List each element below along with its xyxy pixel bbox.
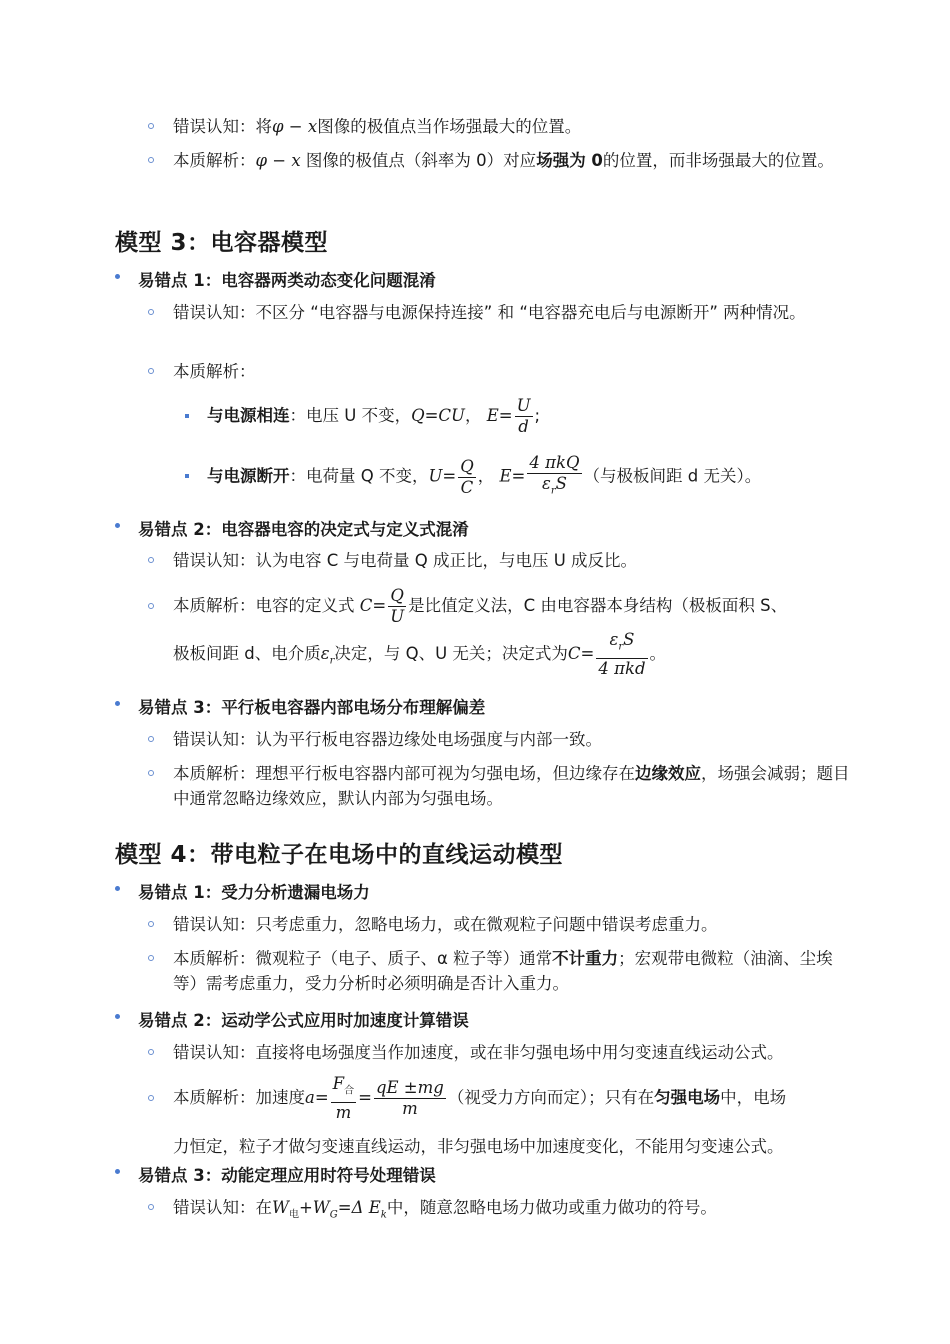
list-item: 错误认知：认为平行板电容器边缘处电场强度与内部一致。 (148, 727, 850, 752)
hollow-bullet-icon (148, 1204, 154, 1210)
list-item: 本质解析：理想平行板电容器内部可视为匀强电场，但边缘存在边缘效应，场强会减弱；题目中通常忽略边缘效应，默认内部为匀强电场。 (148, 761, 850, 811)
sub-list-item: 与电源相连：电压 U 不变，Q=CU， E= $\frac{U}{d}$ ; (185, 393, 850, 439)
list-item: 错误认知：在$W_电+W_G=\Delta$ $E_k$中，随意忽略电场力做功或重力做功的符号。 (148, 1195, 850, 1227)
list-item: 错误认知：只考虑重力，忽略电场力，或在微观粒子问题中错误考虑重力。 (148, 912, 850, 937)
section-heading: 模型 4：带电粒子在电场中的直线运动模型 (115, 842, 564, 868)
list-item: 本质解析：电容的定义式 C= $\frac{Q}{U}$ 是比值定义法，C 由电容器本身结构（极板面积 S、 极板间距 d、电介质$\varepsilon_r$决定，与 Q、U 无关；决定式为C= $\frac{\varepsilon_rS}{\text{4 πkd}}$ 。 (148, 582, 850, 685)
fraction: $\frac{\text{4 πkQ}}{\varepsilon_rS}$ (529, 453, 580, 497)
bullet-icon (115, 1169, 120, 1174)
hollow-bullet-icon (148, 123, 154, 129)
fraction: $\frac{F_合}{m}$ (332, 1074, 355, 1122)
hollow-bullet-icon (148, 557, 154, 563)
section-heading: 模型 3：电容器模型 (115, 230, 329, 256)
square-bullet-icon (185, 474, 189, 478)
bullet-icon (115, 1014, 120, 1019)
subheading-item: 易错点 2：电容器电容的决定式与定义式混淆 (115, 516, 850, 540)
fraction: $\frac{Q}{C}$ (460, 456, 474, 497)
list-item: 本质解析：微观粒子（电子、质子、α 粒子等）通常不计重力；宏观带电微粒（油滴、尘埃等）需考虑重力，受力分析时必须明确是否计入重力。 (148, 946, 850, 996)
fraction: $\frac{\varepsilon_rS}{\text{4 πkd}}$ (598, 630, 646, 678)
subheading-item: 易错点 3：动能定理应用时符号处理错误 (115, 1162, 850, 1186)
subheading-item: 易错点 1：受力分析遗漏电场力 (115, 879, 850, 903)
list-item: 错误认知：认为电容 C 与电荷量 Q 成正比，与电压 U 成反比。 (148, 548, 850, 573)
list-item: 错误认知：直接将电场强度当作加速度，或在非匀强电场中用匀变速直线运动公式。 (148, 1040, 850, 1065)
fraction: $\frac{qE \pm mg}{m}$ (375, 1078, 444, 1118)
list-item: 本质解析：φ − x 图像的极值点（斜率为 0）对应场强为 0的位置，而非场强最大的位置。 (148, 148, 850, 173)
fraction: $\frac{U}{d}$ (516, 396, 531, 436)
sub-list-item: 与电源断开：电荷量 Q 不变，U= $\frac{Q}{C}$ ， E= $\frac{\text{4 πkQ}}{\varepsilon_rS}$ （与极板间距 d 无关）。 (185, 453, 850, 499)
list-item: 错误认知：不区分 “电容器与电源保持连接” 和 “电容器充电后与电源断开” 两种情况。 (148, 300, 850, 325)
hollow-bullet-icon (148, 921, 154, 927)
hollow-bullet-icon (148, 1049, 154, 1055)
hollow-bullet-icon (148, 603, 154, 609)
list-item: 错误认知：将φ − x图像的极值点当作场强最大的位置。 (148, 114, 850, 139)
bullet-icon (115, 274, 120, 279)
subheading-item: 易错点 3：平行板电容器内部电场分布理解偏差 (115, 694, 850, 718)
bullet-icon (115, 886, 120, 891)
hollow-bullet-icon (148, 736, 154, 742)
list-item: 本质解析： (148, 359, 850, 384)
hollow-bullet-icon (148, 955, 154, 961)
fraction: $\frac{Q}{U}$ (390, 586, 405, 626)
hollow-bullet-icon (148, 157, 154, 163)
hollow-bullet-icon (148, 1095, 154, 1101)
list-item: 本质解析：加速度a= $\frac{F_合}{m}$ = $\frac{qE \pm mg}{m}$ （视受力方向而定）；只有在匀强电场中，电场 力恒定，粒子才做匀变速直线运动，非匀强电场中加速度变化，不能用匀变速公式。 (148, 1074, 850, 1171)
hollow-bullet-icon (148, 770, 154, 776)
square-bullet-icon (185, 414, 189, 418)
hollow-bullet-icon (148, 309, 154, 315)
subheading-item: 易错点 1：电容器两类动态变化问题混淆 (115, 267, 850, 291)
hollow-bullet-icon (148, 368, 154, 374)
bullet-icon (115, 523, 120, 528)
subheading-item: 易错点 2：运动学公式应用时加速度计算错误 (115, 1007, 850, 1031)
bullet-icon (115, 701, 120, 706)
